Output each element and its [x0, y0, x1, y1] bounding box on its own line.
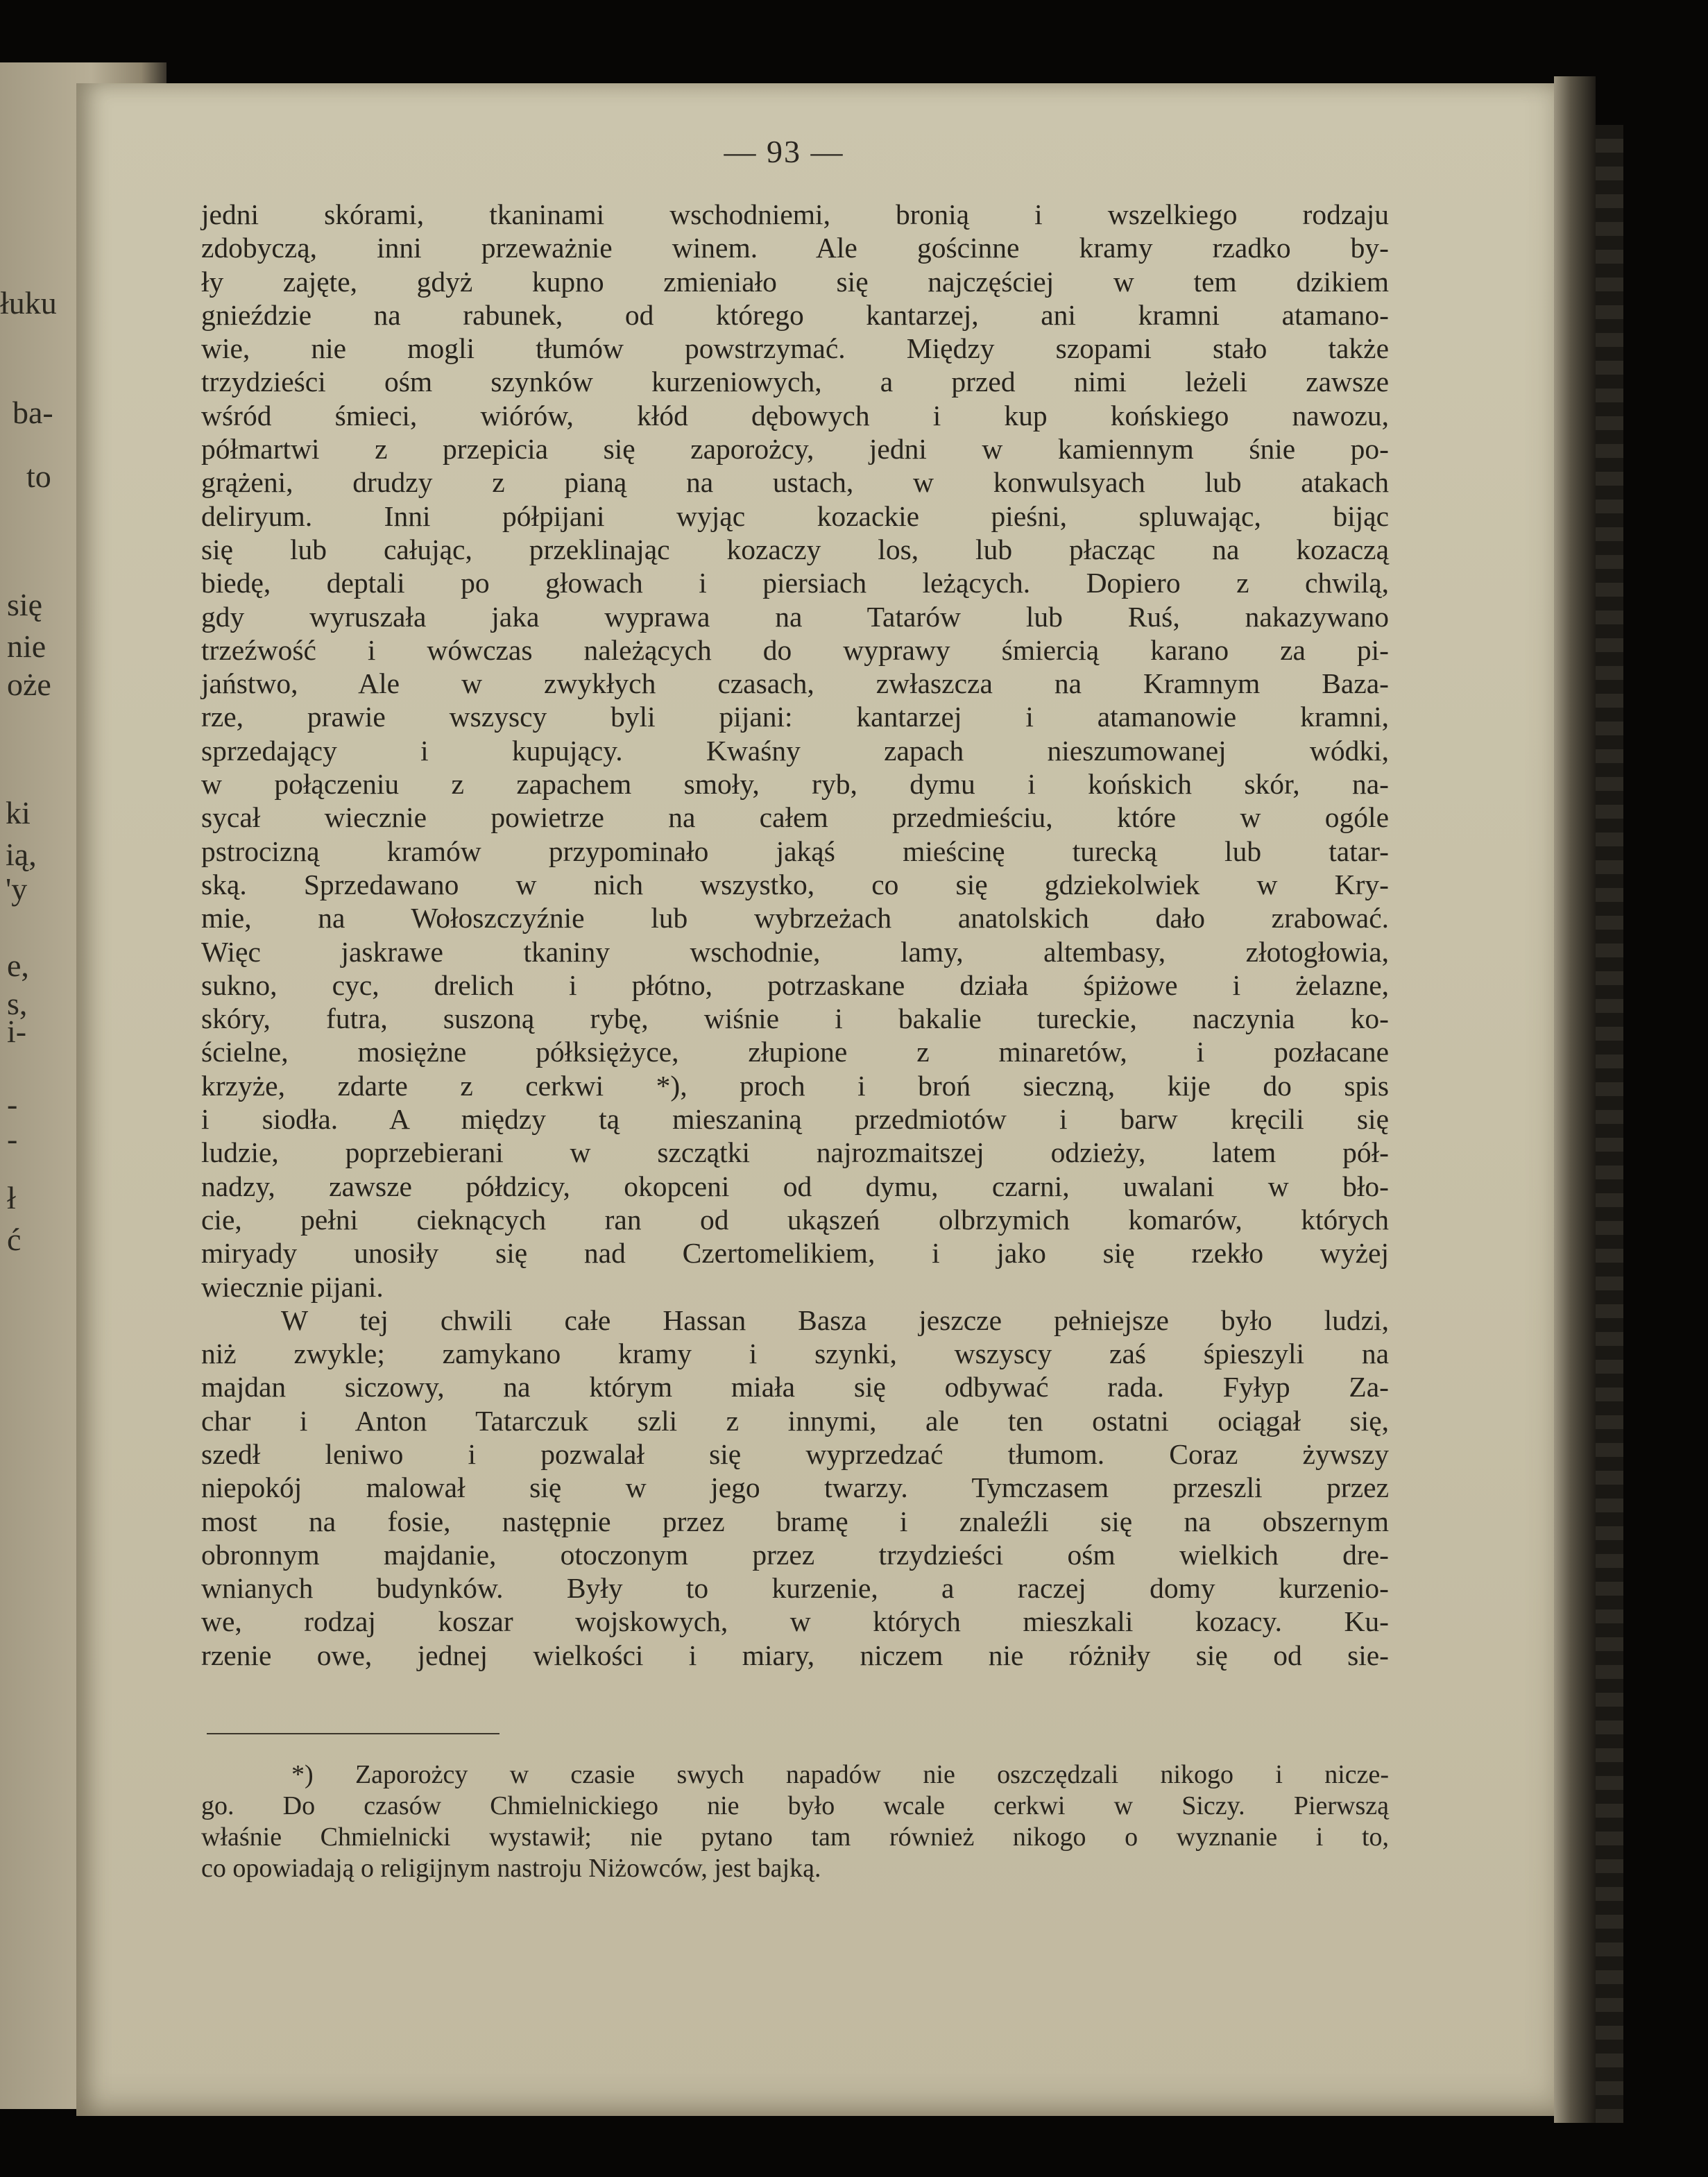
left-page-fragment: ki — [6, 795, 31, 830]
text-line: ludzie, poprzebierani w szczątki najrozmaitszej odzieży, latem pół- — [201, 1136, 1389, 1169]
text-line: biedę, deptali po głowach i piersiach leżących. Dopiero z chwilą, — [201, 567, 1389, 599]
text-line: gdy wyruszała jaka wyprawa na Tatarów lub Ruś, nakazywano — [201, 600, 1389, 633]
footnote-line: co opowiadają o religijnym nastroju Niżowców, jest bajką. — [201, 1854, 821, 1883]
text-line: półmartwi z przepicia się zaporożcy, jedni w kamiennym śnie po- — [201, 433, 1389, 466]
text-line: trzydzieści ośm szynków kurzeniowych, a przed nimi leżeli zawsze — [201, 366, 1389, 398]
text-line: sprzedający i kupujący. Kwaśny zapach nieszumowanej wódki, — [201, 734, 1389, 767]
text-line: pstrocizną kramów przypominało jakąś mieścinę turecką lub tatar- — [201, 835, 1389, 867]
left-page-fragment: - — [7, 1086, 18, 1122]
text-line: sycał wiecznie powietrze na całem przedmieściu, które w ogóle — [201, 801, 1389, 834]
left-page-fragment: ią, — [6, 837, 37, 872]
footnote-line: właśnie Chmielnicki wystawił; nie pytano tam również nikogo o wyznanie i to, — [201, 1822, 1389, 1852]
text-line: ską. Sprzedawano w nich wszystko, co się gdziekolwiek w Kry- — [201, 868, 1389, 900]
text-line: niż zwykle; zamykano kramy i szynki, wszyscy zaś śpieszyli na — [201, 1338, 1389, 1370]
text-line: nadzy, zawsze półdzicy, okopceni od dymu, czarni, uwalani w bło- — [201, 1170, 1389, 1202]
text-line: rze, prawie wszyscy byli pijani: kantarzej i atamanowie kramni, — [201, 701, 1389, 733]
text-line: jaństwo, Ale w zwykłych czasach, zwłaszcza na Kramnym Baza- — [201, 667, 1389, 700]
text-line: W tej chwili całe Hassan Basza jeszcze pełniejsze było ludzi, — [281, 1304, 1389, 1336]
left-page-fragment: to — [26, 459, 51, 494]
text-line: miryady unosiły się nad Czertomelikiem, i jako się rzekło wyżej — [201, 1237, 1389, 1270]
text-line: cie, pełni cieknących ran od ukąszeń olbrzymich komarów, których — [201, 1203, 1389, 1236]
text-line: krzyże, zdarte z cerkwi *), proch i broń sieczną, kije do spis — [201, 1069, 1389, 1102]
text-line: majdan siczowy, na którym miała się odbywać rada. Fyłyp Za- — [201, 1371, 1389, 1403]
footnote-line: *) Zaporożcy w czasie swych napadów nie oszczędzali nikogo i nicze- — [291, 1760, 1389, 1789]
left-page-fragment: - — [7, 1121, 18, 1156]
left-page-fragment: łuku — [0, 285, 57, 321]
left-page-fragment: ć — [7, 1222, 22, 1257]
text-line: gnieździe na rabunek, od którego kantarzej, ani kramni atamano- — [201, 298, 1389, 331]
text-line: most na fosie, następnie przez bramę i znaleźli się na obszernym — [201, 1505, 1389, 1537]
text-line: wnianych budynków. Były to kurzenie, a raczej domy kurzenio- — [201, 1572, 1389, 1605]
left-page-fragment: e, — [7, 948, 29, 983]
left-page-fragment: i- — [7, 1014, 27, 1049]
text-line: ścielne, mosiężne półksiężyce, złupione z minaretów, i pozłacane — [201, 1036, 1389, 1068]
text-line: Więc jaskrawe tkaniny wschodnie, lamy, altembasy, złotogłowia, — [201, 935, 1389, 968]
text-line: grążeni, drudzy z pianą na ustach, w konwulsyach lub atakach — [201, 466, 1389, 499]
footnote-line: go. Do czasów Chmielnickiego nie było wcale cerkwi w Siczy. Pierwszą — [201, 1791, 1389, 1820]
footnote — [201, 1759, 1389, 1884]
text-line: wśród śmieci, wiórów, kłód dębowych i kup końskiego nawozu, — [201, 399, 1389, 432]
text-line: rzenie owe, jednej wielkości i miary, niczem nie różniły się od sie- — [201, 1639, 1389, 1671]
left-page-fragment: oże — [7, 667, 51, 702]
left-page-fragment: się — [7, 587, 43, 622]
text-line: zdobyczą, inni przeważnie winem. Ale gościnne kramy rzadko by- — [201, 232, 1389, 264]
left-page-fragment: ł — [7, 1180, 16, 1215]
footnote-divider — [207, 1733, 499, 1734]
left-page-fragment: s, — [7, 986, 28, 1021]
left-page-fragment: 'y — [6, 871, 28, 907]
text-line: obronnym majdanie, otoczonym przez trzydzieści ośm wielkich dre- — [201, 1538, 1389, 1571]
text-line: char i Anton Tatarczuk szli z innymi, ale ten ostatni ociągał się, — [201, 1404, 1389, 1437]
text-line: szedł leniwo i pozwalał się wyprzedzać tłumom. Coraz żywszy — [201, 1437, 1389, 1470]
text-line: skóry, futra, suszoną rybę, wiśnie i bakalie tureckie, naczynia ko- — [201, 1002, 1389, 1035]
text-line: jedni skórami, tkaninami wschodniemi, bronią i wszelkiego rodzaju — [201, 198, 1389, 230]
text-line: niepokój malował się w jego twarzy. Tymczasem przeszli przez — [201, 1471, 1389, 1504]
left-page-fragment: nie — [7, 629, 46, 664]
text-line: trzeźwość i wówczas należących do wyprawy śmiercią karano za pi- — [201, 633, 1389, 666]
book-cover-edge — [1596, 125, 1623, 2123]
text-line: wie, nie mogli tłumów powstrzymać. Między szopami stało także — [201, 332, 1389, 365]
text-line: ły zajęte, gdyż kupno zmieniało się najczęściej w tem dzikiem — [201, 265, 1389, 298]
page-stack-edge — [1554, 76, 1596, 2123]
left-page-fragment: ba- — [12, 395, 53, 430]
text-line: sukno, cyc, drelich i płótno, potrzaskane działa śpiżowe i żelazne, — [201, 968, 1389, 1001]
body-text — [201, 198, 1389, 1672]
text-line: delіryum. Inni półpijani wyjąc kozackie pieśni, spluwając, bijąc — [201, 500, 1389, 532]
text-line: w połączeniu z zapachem smoły, ryb, dymu i końskich skór, na- — [201, 768, 1389, 801]
text-line: we, rodzaj koszar wojskowych, w których mieszkali kozacy. Ku- — [201, 1605, 1389, 1638]
text-line: się lub całując, przeklinając kozaczy los, lub płacząc na kozaczą — [201, 533, 1389, 565]
text-line: i siodła. A między tą mieszaniną przedmiotów i barw kręcili się — [201, 1103, 1389, 1136]
page-number: — 93 — — [724, 134, 844, 169]
text-line: wiecznie pijani. — [201, 1270, 384, 1303]
text-line: mie, na Wołoszczyźnie lub wybrzeżach anatolskich dało zrabować. — [201, 902, 1389, 934]
